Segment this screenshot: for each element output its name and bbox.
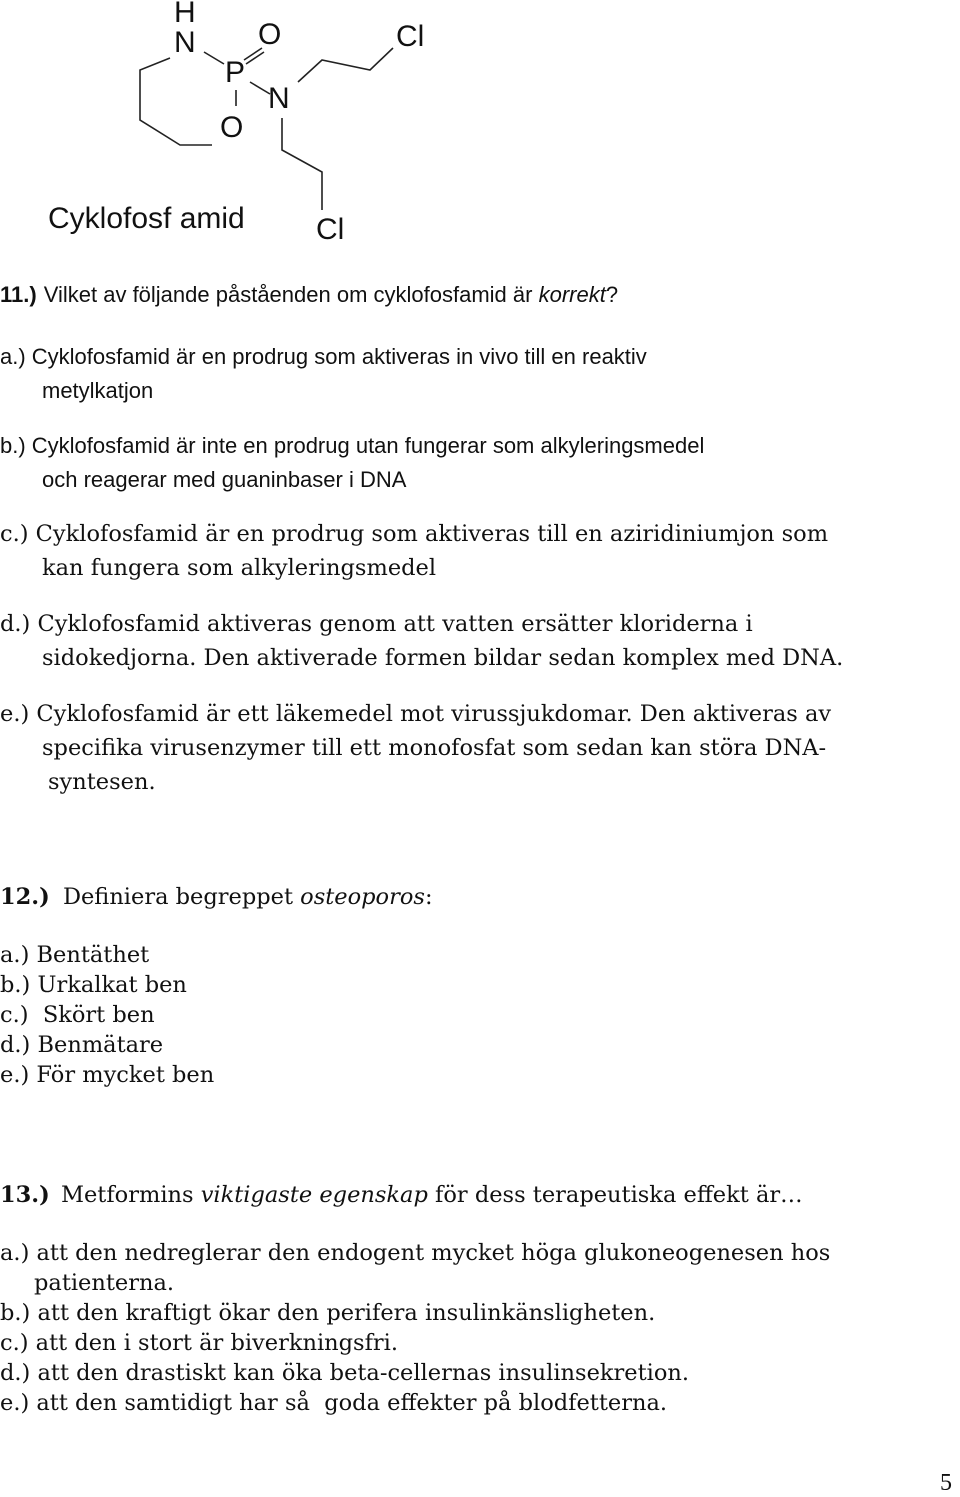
bond-n-p (204, 52, 224, 64)
option-12c[interactable]: c.) Skört ben (0, 1002, 155, 1028)
question-number: 13.) (0, 1182, 50, 1208)
question-emphasis: osteoporos (300, 884, 425, 910)
question-text: Metformins (60, 1182, 201, 1208)
option-line: sidokedjorna. Den aktiverade formen bildar sedan komplex med DNA. (42, 645, 844, 671)
atom-o-double: O (258, 18, 282, 51)
question-number: 12.) (0, 884, 50, 910)
question-text-end: för dess terapeutiska effekt är… (427, 1182, 803, 1208)
option-12d[interactable]: d.) Benmätare (0, 1032, 164, 1058)
option-13a[interactable] (0, 1238, 830, 1298)
option-11b[interactable] (0, 429, 704, 497)
option-line: kan fungera som alkyleringsmedel (42, 555, 437, 581)
option-11c[interactable] (0, 517, 828, 585)
option-line: c.) Cyklofosfamid är en prodrug som aktiveras till en aziridiniumjon som (0, 521, 829, 547)
bond-chain-top (298, 48, 393, 82)
bond-chain-bottom (282, 118, 322, 210)
question-text-end: : (424, 884, 433, 910)
option-line: d.) Cyklofosfamid aktiveras genom att vatten ersätter kloriderna i (0, 611, 753, 637)
question-number: 11.) (0, 282, 37, 307)
question-11-heading (0, 280, 618, 311)
option-13e[interactable]: e.) att den samtidigt har så goda effekter på blodfetterna. (0, 1390, 668, 1416)
ring-bonds (140, 58, 212, 145)
option-line: patienterna. (34, 1270, 175, 1296)
option-line: a.) Cyklofosfamid är en prodrug som aktiveras in vivo till en reaktiv (0, 344, 647, 369)
option-11d[interactable] (0, 607, 843, 675)
atom-o-ring: O (220, 111, 244, 144)
option-line: och reagerar med guaninbaser i DNA (42, 467, 407, 492)
option-12e[interactable]: e.) För mycket ben (0, 1062, 215, 1088)
option-12b[interactable]: b.) Urkalkat ben (0, 972, 187, 998)
option-11a[interactable] (0, 340, 647, 408)
option-line: metylkatjon (42, 378, 154, 403)
question-text-end: ? (605, 282, 619, 307)
question-text: Definiera begreppet (62, 884, 301, 910)
option-line: e.) Cyklofosfamid är ett läkemedel mot virussjukdomar. Den aktiveras av (0, 701, 832, 727)
molecule-name: Cyklofosf amid (48, 202, 245, 235)
option-11e[interactable] (0, 697, 831, 799)
atom-n-chain: N (268, 82, 290, 115)
question-emphasis: viktigaste egenskap (200, 1182, 428, 1208)
atom-h-top: H (174, 0, 196, 29)
question-text: Vilket av följande påståenden om cyklofosfamid är (43, 282, 539, 307)
option-line: syntesen. (48, 769, 156, 795)
question-emphasis: korrekt (538, 282, 606, 307)
bond-p-n (250, 82, 270, 94)
option-line: specifika virusenzymer till ett monofosfat som sedan kan störa DNA- (42, 735, 827, 761)
option-12a[interactable]: a.) Bentäthet (0, 942, 150, 968)
option-13d[interactable]: d.) att den drastiskt kan öka beta-cellernas insulinsekretion. (0, 1360, 690, 1386)
atom-cl-bottom: Cl (316, 213, 345, 246)
atom-n-ring: N (174, 26, 196, 59)
option-13c[interactable]: c.) att den i stort är biverkningsfri. (0, 1330, 399, 1356)
option-line: b.) Cyklofosfamid är inte en prodrug utan fungerar som alkyleringsmedel (0, 433, 705, 458)
atom-p: P (225, 56, 246, 89)
option-13b[interactable]: b.) att den kraftigt ökar den perifera insulinkänsligheten. (0, 1300, 656, 1326)
question-12-heading (0, 880, 433, 914)
question-13-heading (0, 1178, 803, 1212)
page-number: 5 (940, 1470, 952, 1496)
option-line: a.) att den nedreglerar den endogent mycket höga glukoneogenesen hos (0, 1240, 831, 1266)
atom-cl-top: Cl (396, 20, 425, 53)
bond-p-o-double-2 (246, 52, 264, 64)
